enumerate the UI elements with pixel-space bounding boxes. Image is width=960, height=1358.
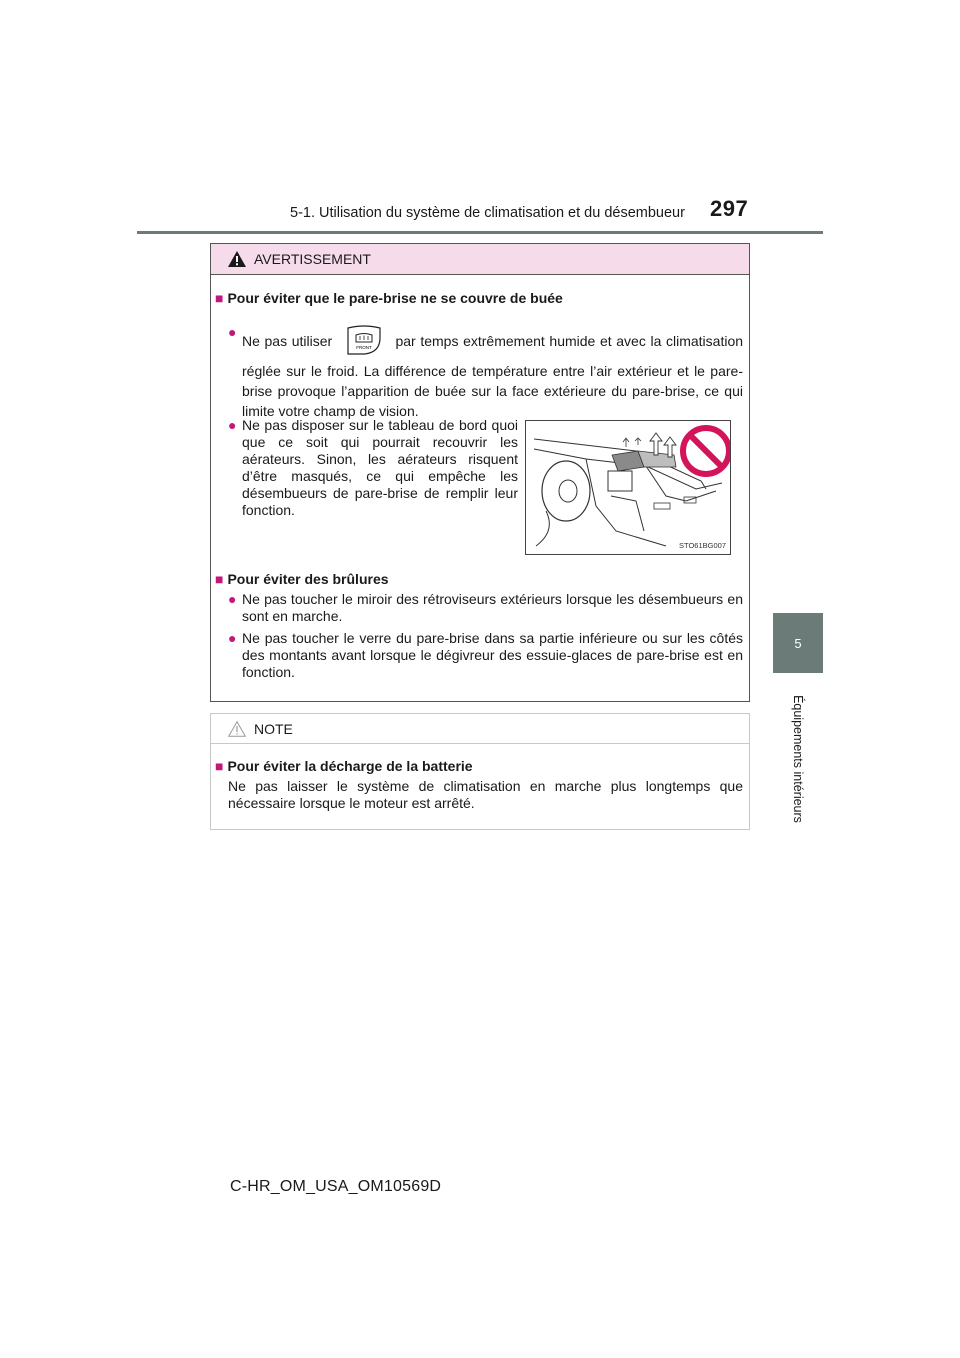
warning-header bbox=[211, 244, 749, 275]
warning-bullet-item: ● Ne pas toucher le verre du pare-brise dans sa partie inférieure ou sur les côtés des montants avant lorsque le dégivreur des essuie-glaces de pare-brise est en fonction. bbox=[228, 630, 743, 680]
chapter-label-text: Équipements intérieurs bbox=[791, 694, 806, 823]
chapter-label bbox=[773, 686, 823, 831]
dashboard-drawing bbox=[526, 421, 730, 554]
document-code: C-HR_OM_USA_OM10569D bbox=[230, 1178, 442, 1195]
warning-bullet-item: ● Ne pas toucher le miroir des rétroviseurs extérieurs lorsque les désembueurs en sont en marche. bbox=[228, 591, 743, 624]
illustration-code: STO61BG007 bbox=[679, 541, 726, 550]
note-header bbox=[211, 714, 749, 744]
warning-bullet-item: ● Ne pas utiliser FRONT par temps extrêmement humide et avec la climatisation réglée sur le froid. La différence de température entre l’air extérieur et le pare-brise provoque l’apparition de buée sur la face extérieure du pare-brise, ce qui limite votre champ de vision. bbox=[228, 324, 744, 419]
page-number: 297 bbox=[710, 196, 749, 221]
caution-outline-icon bbox=[228, 721, 246, 737]
section-title: 5-1. Utilisation du système de climatisation et du désembueur bbox=[290, 205, 685, 221]
warning-triangle-icon bbox=[228, 251, 246, 267]
bullet-dot: ● bbox=[228, 630, 237, 646]
warning-box bbox=[210, 243, 750, 702]
front-defroster-button-icon bbox=[345, 324, 383, 361]
svg-text:FRONT: FRONT bbox=[356, 345, 372, 350]
bullet-dot: ● bbox=[228, 591, 237, 607]
chapter-number: 5 bbox=[794, 635, 802, 651]
warning-heading: AVERTISSEMENT bbox=[254, 251, 371, 267]
dashboard-illustration bbox=[525, 420, 731, 555]
bullet-dot: ● bbox=[228, 417, 237, 433]
note-body-text: Ne pas laisser le système de climatisation en marche plus longtemps que nécessaire lorsque le moteur est arrêté. bbox=[228, 778, 743, 811]
note-heading: NOTE bbox=[254, 720, 293, 737]
note-box bbox=[210, 713, 750, 830]
warning-section-title: ■ Pour éviter des brûlures bbox=[215, 571, 389, 587]
warning-section-title: ■ Pour éviter que le pare-brise ne se couvre de buée bbox=[215, 290, 563, 306]
warning-bullet-item: ● Ne pas disposer sur le tableau de bord quoi que ce soit qui pourrait recouvrir les aérateurs. Sinon, les aérateurs risquent d’être masqués, ce qui empêche les désembueurs de pare-brise de remplir leur fonction. bbox=[228, 417, 518, 518]
bullet-dot: ● bbox=[228, 324, 237, 340]
note-section-title: ■ Pour éviter la décharge de la batterie bbox=[215, 758, 473, 774]
chapter-tab bbox=[773, 613, 823, 673]
header-rule bbox=[137, 231, 823, 234]
